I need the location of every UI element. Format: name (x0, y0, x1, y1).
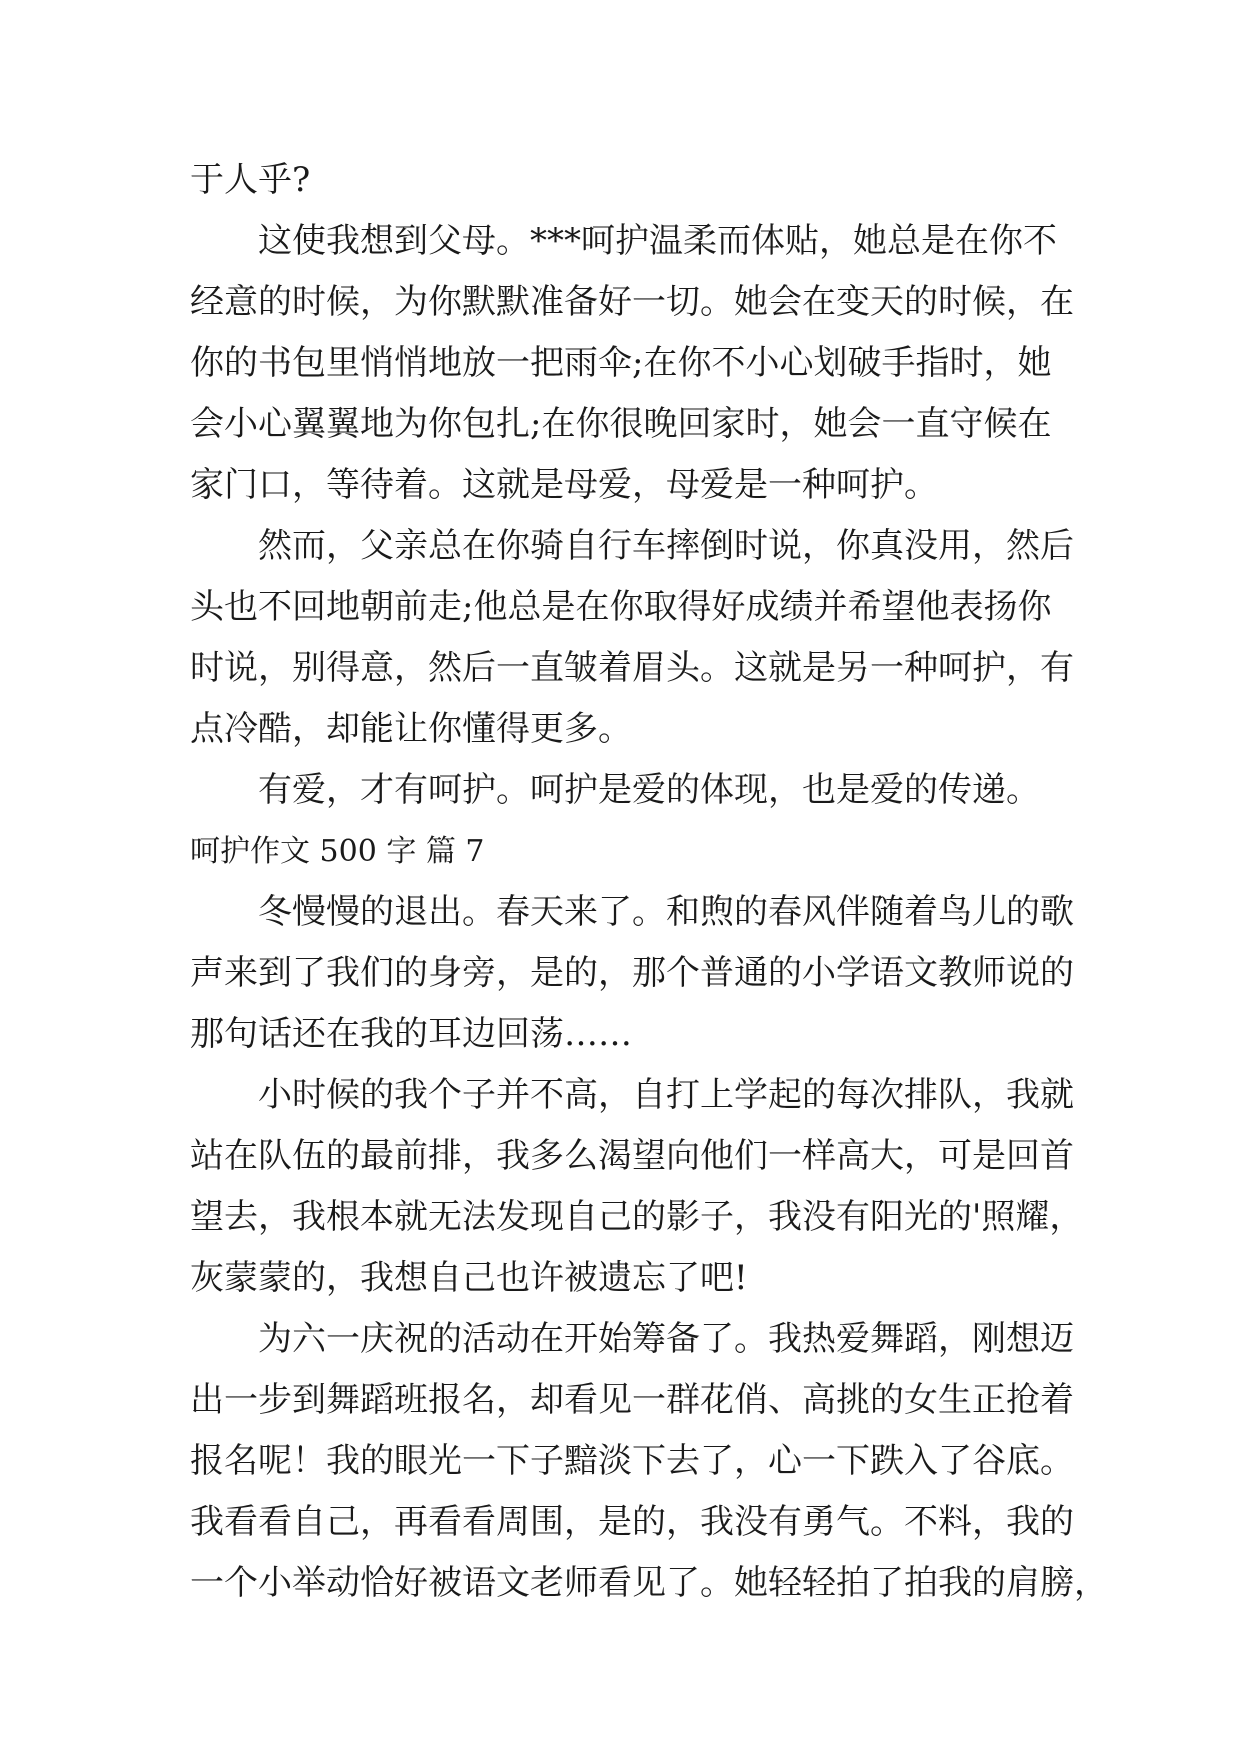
text-line: 会小心翼翼地为你包扎;在你很晚回家时，她会一直守候在 (190, 404, 1052, 444)
text-line: 于人乎? (190, 160, 311, 200)
text-line: 经意的时候，为你默默准备好一切。她会在变天的时候，在 (190, 282, 1074, 322)
section-heading: 呵护作文 500 字 篇 7 (190, 834, 485, 869)
essay-body (190, 150, 1108, 1614)
paragraph-start-line: 小时候的我个子并不高，自打上学起的每次排队，我就 (258, 1075, 1074, 1115)
text-line: 一个小举动恰好被语文老师看见了。她轻轻拍了拍我的肩膀， (190, 1563, 1108, 1603)
paragraph-start-line: 这使我想到父母。***呵护温柔而体贴，她总是在你不 (258, 221, 1057, 261)
paragraph-start-line: 为六一庆祝的活动在开始筹备了。我热爱舞蹈，刚想迈 (258, 1319, 1074, 1359)
text-line: 望去，我根本就无法发现自己的影子，我没有阳光的'照耀， (190, 1197, 1084, 1237)
text-line: 声来到了我们的身旁，是的，那个普通的小学语文教师说的 (190, 953, 1074, 993)
text-line: 时说，别得意，然后一直皱着眉头。这就是另一种呵护，有 (190, 648, 1074, 688)
text-line: 家门口，等待着。这就是母爱，母爱是一种呵护。 (190, 465, 938, 505)
paragraph-start-line: 冬慢慢的退出。春天来了。和煦的春风伴随着鸟儿的歌 (258, 892, 1074, 932)
text-line: 你的书包里悄悄地放一把雨伞;在你不小心划破手指时，她 (190, 343, 1052, 383)
text-line: 出一步到舞蹈班报名，却看见一群花俏、高挑的女生正抢着 (190, 1380, 1074, 1420)
text-line: 那句话还在我的耳边回荡…… (190, 1014, 632, 1054)
text-line: 报名呢！我的眼光一下子黯淡下去了，心一下跌入了谷底。 (190, 1441, 1074, 1481)
paragraph-start-line: 有爱，才有呵护。呵护是爱的体现，也是爱的传递。 (258, 770, 1040, 810)
text-line: 点冷酷，却能让你懂得更多。 (190, 709, 632, 749)
text-line: 灰蒙蒙的，我想自己也许被遗忘了吧! (190, 1258, 748, 1298)
paragraph-start-line: 然而，父亲总在你骑自行车摔倒时说，你真没用，然后 (258, 526, 1074, 566)
text-line: 站在队伍的最前排，我多么渴望向他们一样高大，可是回首 (190, 1136, 1074, 1176)
text-line: 我看看自己，再看看周围，是的，我没有勇气。不料，我的 (190, 1502, 1074, 1542)
text-line: 头也不回地朝前走;他总是在你取得好成绩并希望他表扬你 (190, 587, 1052, 627)
